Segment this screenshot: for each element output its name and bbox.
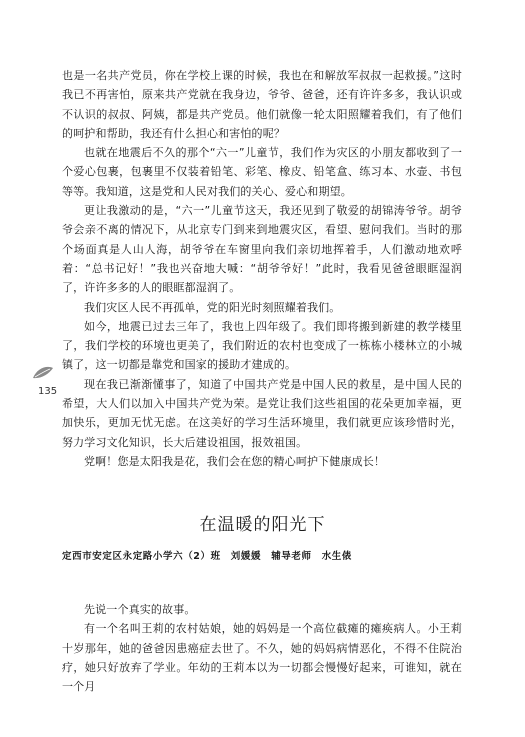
leaf-icon — [31, 364, 55, 382]
paragraph: 也就在地震后不久的那个“六一”儿童节，我们作为灾区的小朋友都收到了一个爱心包裹，包裹里不仅装着铅笔、彩笔、橡皮、铅笔盒、练习本、水壶、书包等等。我知道，这是党和人民对我们的关心、爱心和期望。 — [62, 146, 462, 198]
paragraph: 先说一个真实的故事。 — [84, 603, 196, 616]
upper-text-block — [62, 66, 462, 471]
article-title: 在温暖的阳光下 — [199, 515, 326, 535]
paragraph: 现在我已渐渐懂事了，知道了中国共产党是中国人民的救星，是中国人民的希望，大人们以加入中国共产党为荣。是党让我们这些祖国的花朵更加幸福，更加快乐，更加无忧无虑。在这美好的学习生活环境里，我们就更应该珍惜时光，努力学习文化知识，长大后建设祖国，报效祖国。 — [62, 377, 462, 449]
lower-text-block — [62, 600, 462, 696]
page-number: 135 — [38, 386, 58, 397]
paragraph: 更让我激动的是，“六一”儿童节这天，我还见到了敬爱的胡锦涛爷爷。胡爷爷会亲不离的情况下，从北京专门到来到地震灾区，看望、慰问我们。当时的那个场面真是人山人海，胡爷爷在车窗里向我们亲切地挥着手，人们激动地欢呼着：“总书记好！”我也兴奋地大喊：“胡爷爷好！”此时，我看见爸爸眼眶湿润了，许许多多的人的眼眶都湿润了。 — [62, 204, 462, 295]
article-byline: 定西市安定区永定路小学六（2）班 刘媛媛 辅导老师 水生俵 — [62, 551, 353, 562]
paragraph: 有一个名叫王莉的农村姑娘，她的妈妈是一个高位截瘫的瘫痪病人。小王莉十岁那年，她的爸爸因患癌症去世了。不久，她的妈妈病情恶化，不得不住院治疗，她只好放弃了学业。年幼的王莉本以为一切都会慢慢好起来，可谁知，就在一个月 — [62, 622, 462, 694]
paragraph: 也是一名共产党员，你在学校上课的时候，我也在和解放军叔叔一起救援。”这时我已不再害怕，原来共产党就在我身边，爷爷、爸爸，还有许许多多，我认识或不认识的叔叔、阿姨，都是共产党员。他们就像一轮太阳照耀着我们，有了他们的呵护和帮助，我还有什么担心和害怕的呢？ — [62, 69, 462, 140]
paragraph: 如今，地震已过去三年了，我也上四年级了。我们即将搬到新建的教学楼里了，我们学校的环境也更美了，我们附近的农村也变成了一栋栋小楼林立的小城镇了，这一切都是靠党和国家的援助才建成的。 — [62, 319, 462, 372]
paragraph: 我们灾区人民不再孤单，党的阳光时刻照耀着我们。 — [84, 300, 341, 314]
paragraph: 党啊！您是太阳我是花，我们会在您的精心呵护下健康成长！ — [84, 454, 386, 468]
